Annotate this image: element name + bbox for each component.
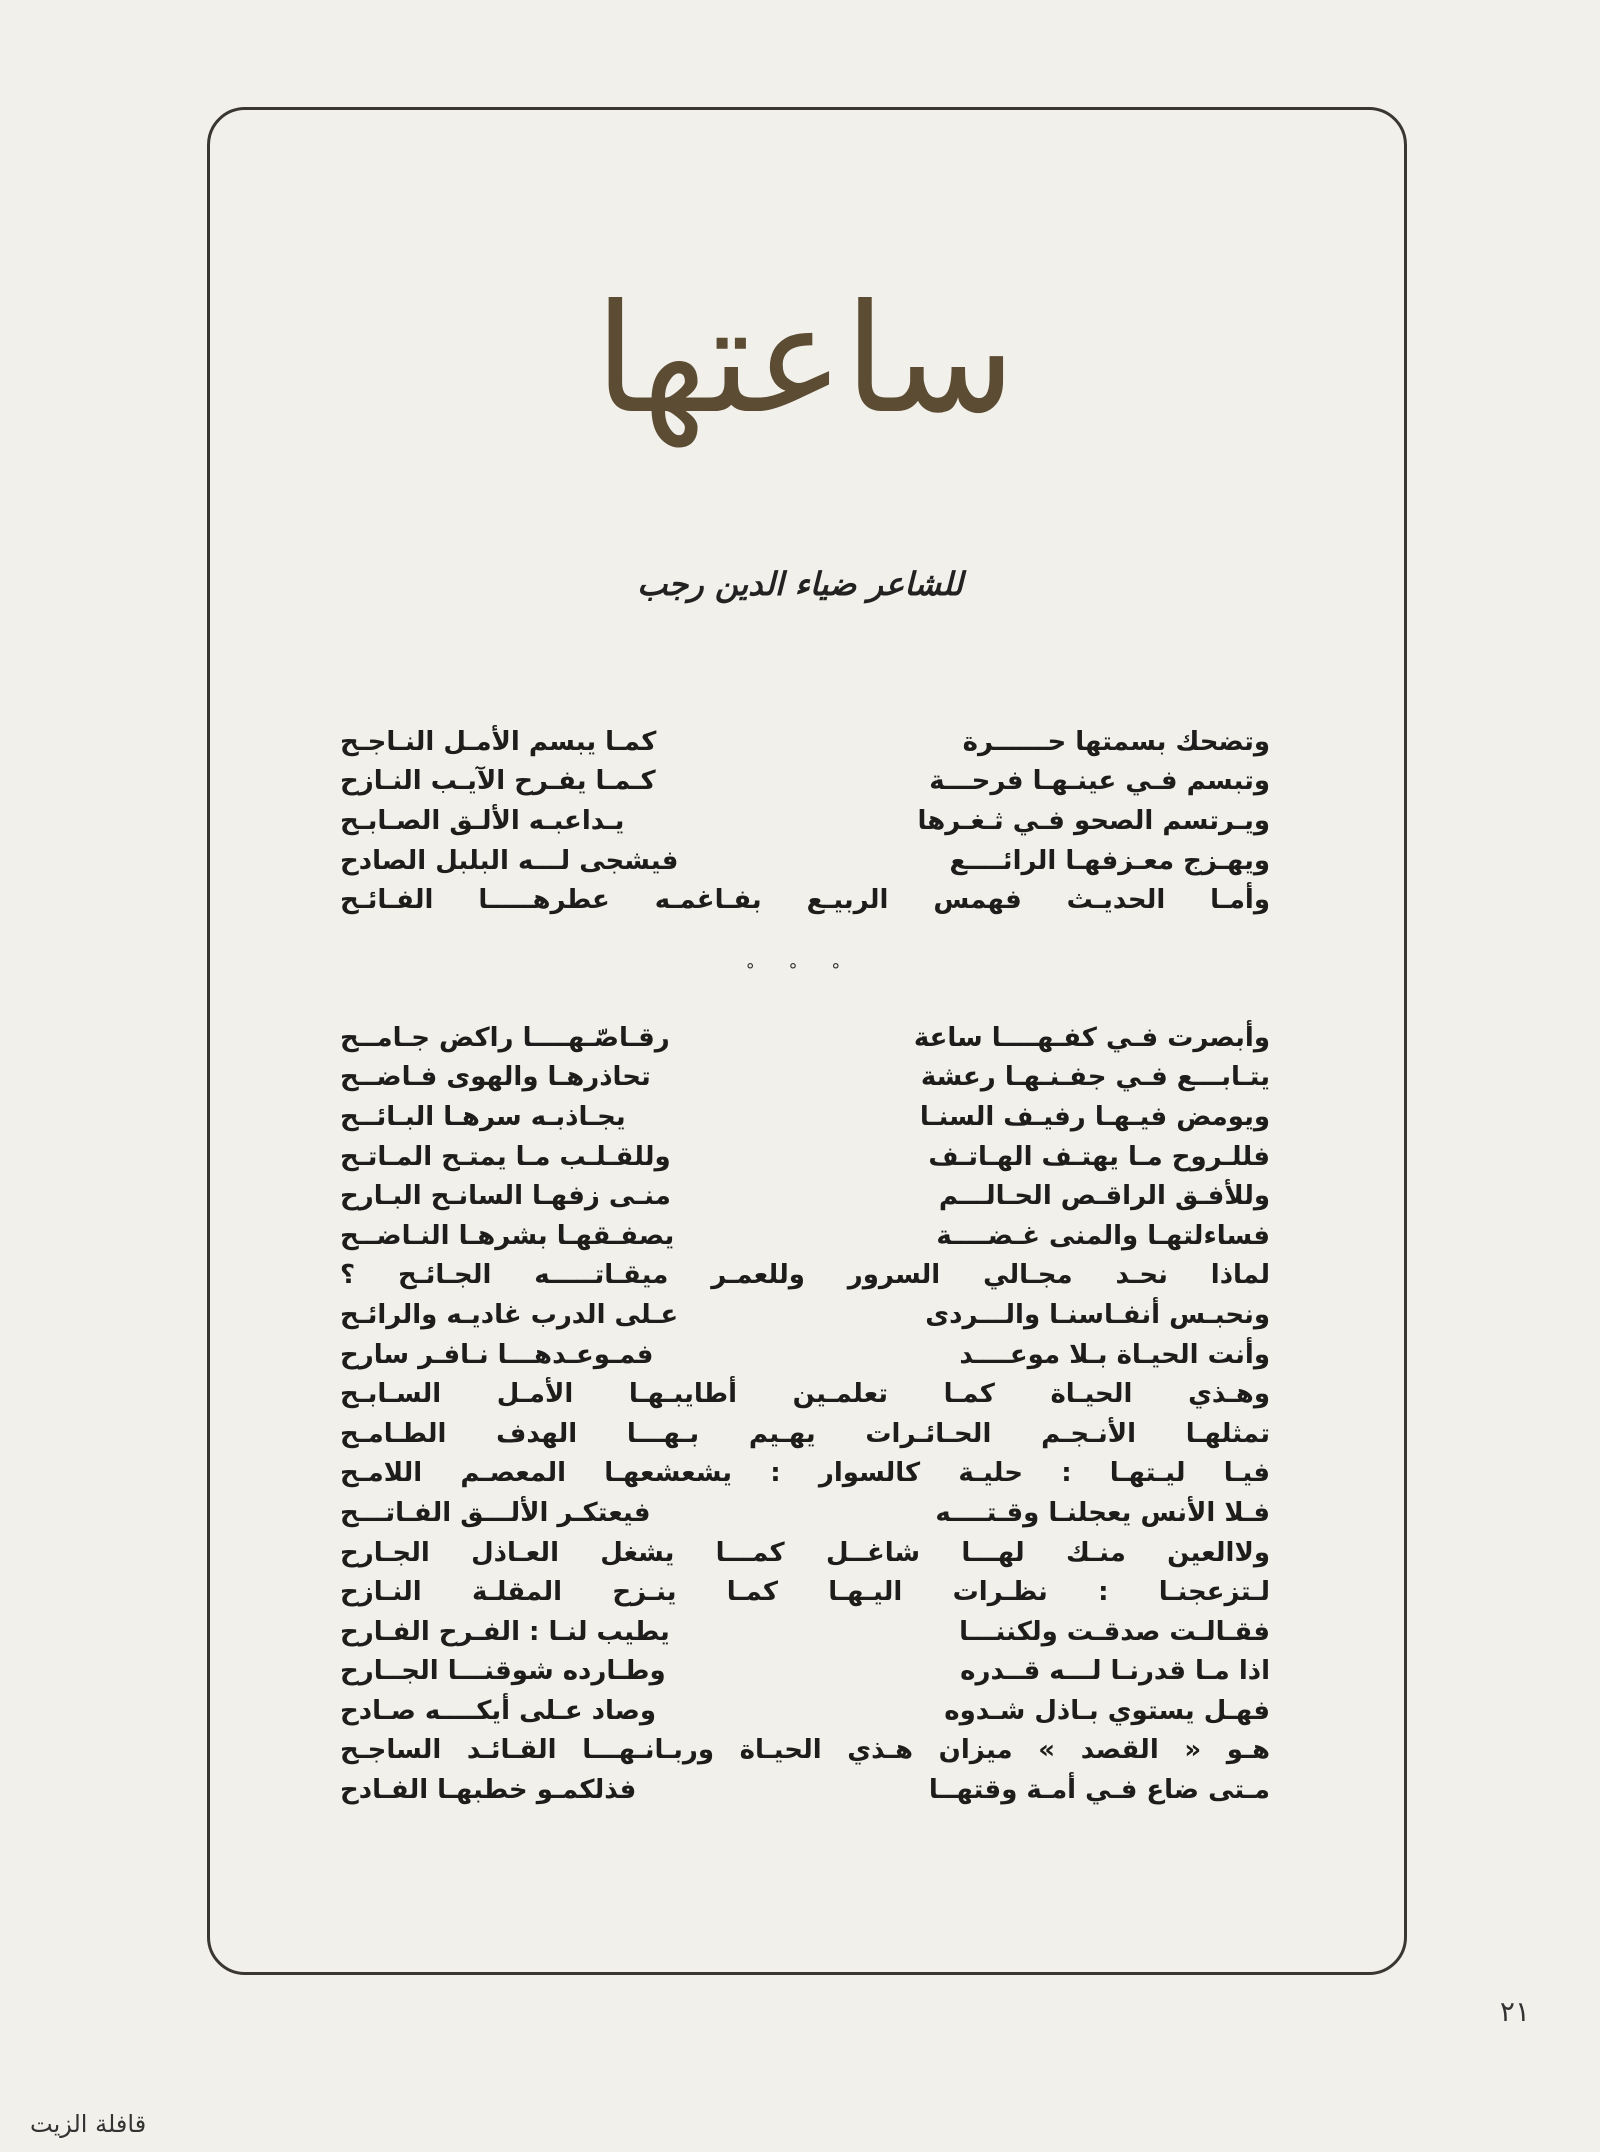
verse-second-hemistich: فيشجى لـــه البلبل الصادح [340, 845, 679, 876]
stanza-separator: ° ° ° [745, 960, 855, 981]
verse-second-hemistich: يـداعبـه الألـق الصـابـح [340, 805, 625, 836]
verse-first-hemistich: اذا مـا قدرنـا لـــه قــدره [960, 1656, 1270, 1687]
verse-line [340, 1018, 1270, 1058]
verse-first-hemistich: ولاالعين منـك لهـــا شاغــل كمـــا يشغل العـاذل الجـارح [340, 1537, 1270, 1568]
stanza-2 [340, 1018, 1270, 1810]
verse-line [340, 762, 1270, 802]
verse-second-hemistich: كـمـا يفـرح الآيـب النـازح [340, 766, 656, 797]
footer-publication: قافلة الزيت [30, 2110, 147, 2138]
verse-line [340, 1374, 1270, 1414]
verse-line [340, 1454, 1270, 1494]
verse-second-hemistich: تحاذرهـا والهوى فـاضــح [340, 1062, 651, 1093]
verse-first-hemistich: فـلا الأنس يعجلنـا وقـتــــه [935, 1497, 1270, 1528]
verse-line [340, 1691, 1270, 1731]
verse-line [340, 1731, 1270, 1771]
verse-line [340, 1612, 1270, 1652]
verse-second-hemistich: وللقـلـب مـا يمتـح المـاتـح [340, 1141, 671, 1172]
verse-line [340, 1058, 1270, 1098]
verse-first-hemistich: وتضحك بسمتها حــــــرة [962, 726, 1270, 757]
verse-first-hemistich: فللـروح مـا يهتـف الهـاتـف [928, 1141, 1270, 1172]
verse-first-hemistich: وتبسم فـي عينـهـا فرحـــة [929, 766, 1270, 797]
verse-second-hemistich: عـلى الدرب غاديـه والرائـح [340, 1299, 679, 1330]
verse-line [340, 1295, 1270, 1335]
verse-second-hemistich: وطـارده شوقنـــا الجــارح [340, 1656, 666, 1687]
verse-line [340, 1770, 1270, 1810]
verse-line [340, 841, 1270, 881]
verse-second-hemistich: يصفـقهـا بشرهـا النـاضــح [340, 1220, 675, 1251]
verse-first-hemistich: وللأفـق الراقـص الحـالـــم [938, 1181, 1270, 1212]
verse-second-hemistich: فيعتكـر الألـــق الفـاتـــح [340, 1497, 651, 1528]
verse-first-hemistich: ويـرتسم الصحو فـي ثـغـرها [917, 805, 1270, 836]
verse-second-hemistich: يطيب لنـا : الفـرح الفـارح [340, 1616, 670, 1647]
verse-line [340, 1216, 1270, 1256]
verse-second-hemistich: منـى زفهـا السانـح البـارح [340, 1181, 671, 1212]
poem-author: للشاعر ضياء الدين رجب [637, 565, 963, 603]
verse-line [340, 1137, 1270, 1177]
verse-second-hemistich: وصاد عـلى أيكــــه صـادح [340, 1695, 657, 1726]
verse-first-hemistich: وأمـا الحديـث فهمس الربيـع بفـاغمـه عطرهـــــا الفـائـح [340, 885, 1270, 916]
verse-second-hemistich: كمـا يبسم الأمـل النـاجـح [340, 726, 657, 757]
verse-first-hemistich: لـتزعجنـا : نظـرات اليـهـا كمـا ينـزح المقلـة النـازح [340, 1577, 1270, 1608]
poem-title-text: ساعتها [594, 273, 1016, 447]
verse-second-hemistich: رقـاصّـهــــا راكض جـامــح [340, 1022, 670, 1053]
verse-first-hemistich: وأنت الحيـاة بـلا موعــــد [959, 1339, 1270, 1370]
verse-first-hemistich: ونحبـس أنفـاسنـا والـــردى [925, 1299, 1270, 1330]
verse-line [340, 1572, 1270, 1612]
verse-first-hemistich: فساءلتهـا والمنى غـضــــة [936, 1220, 1270, 1251]
verse-first-hemistich: ويهـزج معـزفهـا الرائــــع [949, 845, 1270, 876]
verse-line [340, 1414, 1270, 1454]
verse-first-hemistich: وأبصرت فـي كفـهــــا ساعة [913, 1022, 1270, 1053]
verse-first-hemistich: فيـا ليـتهـا : حليـة كالسوار : يشعشعهـا المعصـم اللامـح [340, 1458, 1270, 1489]
verse-first-hemistich: ويومض فيـهـا رفيـف السنـا [919, 1101, 1270, 1132]
stanza-1 [340, 722, 1270, 920]
verse-first-hemistich: فقـالـت صدقـت ولكننـــا [959, 1616, 1270, 1647]
verse-line [340, 1652, 1270, 1692]
verse-second-hemistich: فمـوعـدهـــا نـافـر سارح [340, 1339, 654, 1370]
verse-first-hemistich: هـو « القصد » ميزان هـذي الحيـاة وربـانـهـــا القـائـد الساجـح [340, 1735, 1270, 1766]
verse-line [340, 1097, 1270, 1137]
verse-first-hemistich: لماذا نحـد مجـالي السرور وللعمـر ميقـاتـــــه الجـائـح ؟ [340, 1260, 1270, 1291]
verse-line [340, 801, 1270, 841]
verse-second-hemistich: يجـاذبـه سرهـا البـائــح [340, 1101, 626, 1132]
verse-line [340, 1256, 1270, 1296]
verse-line [340, 1493, 1270, 1533]
poem-title [320, 250, 1290, 470]
verse-line [340, 880, 1270, 920]
verse-first-hemistich: تمثلهـا الأنـجـم الحـائـرات يهـيم بـهـــا الهدف الطـامـح [340, 1418, 1270, 1449]
verse-first-hemistich: يتـابـــع فـي جفـنـهـا رعشة [920, 1062, 1270, 1093]
verse-line [340, 1335, 1270, 1375]
page-number: ٢١ [1499, 1995, 1530, 2028]
verse-first-hemistich: فهـل يستوي بـاذل شـدوه [944, 1695, 1270, 1726]
verse-line [340, 722, 1270, 762]
verse-first-hemistich: مـتى ضاع فـي أمـة وقتهــا [928, 1775, 1270, 1806]
verse-line [340, 1176, 1270, 1216]
verse-line [340, 1533, 1270, 1573]
verse-second-hemistich: فذلكمـو خطبهـا الفـادح [340, 1775, 637, 1806]
verse-first-hemistich: وهـذي الحيـاة كمـا تعلمـين أطايبـهـا الأمـل السـابـح [340, 1379, 1270, 1410]
